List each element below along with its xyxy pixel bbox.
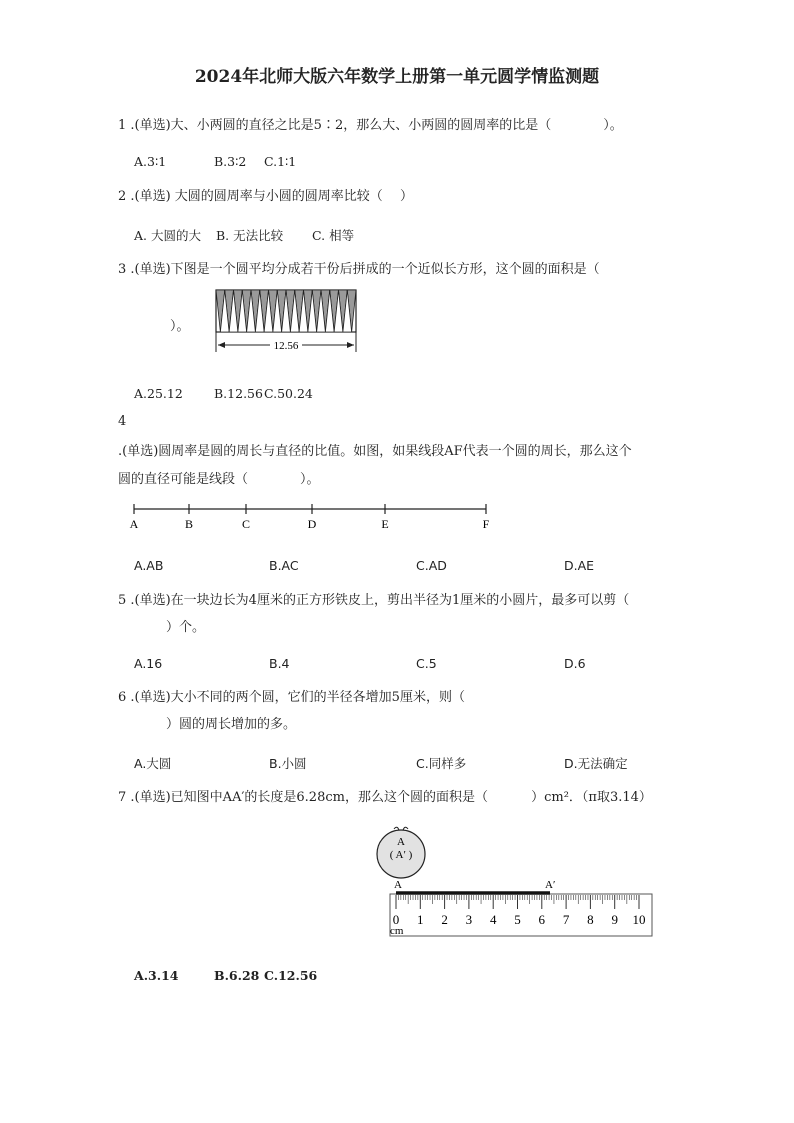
question-6-option-a[interactable]: A.大圆 bbox=[134, 756, 172, 771]
point-label: F bbox=[482, 517, 490, 531]
question-1-option-a[interactable]: A.3∶1 bbox=[134, 154, 167, 169]
question-1-stem: 1 .(单选)大、小两圆的直径之比是5∶2，那么大、小两圆的圆周率的比是（ ）。 bbox=[118, 118, 623, 133]
rectangle-approximation-figure bbox=[210, 284, 362, 356]
question-5-stem-line2: ）个。 bbox=[166, 620, 206, 635]
point-label: A bbox=[129, 517, 139, 531]
question-2-option-c[interactable]: C. 相等 bbox=[312, 228, 355, 243]
ruler-number: 6 bbox=[538, 912, 546, 927]
segment-af-figure bbox=[126, 498, 498, 532]
ruler-number: 5 bbox=[514, 912, 521, 927]
sector-teeth bbox=[216, 290, 356, 332]
ruler-number: 2 bbox=[441, 912, 448, 927]
ruler-start-label: A bbox=[394, 879, 402, 891]
point-label: E bbox=[381, 517, 389, 531]
question-4-number: 4 bbox=[118, 414, 127, 429]
question-6-stem-line1: 6 .(单选)大小不同的两个圆，它们的半径各增加5厘米，则（ bbox=[118, 690, 465, 705]
question-4-stem-line2: 圆的直径可能是线段（ ）。 bbox=[118, 472, 320, 487]
question-3-option-b[interactable]: B.12.56 bbox=[214, 386, 263, 401]
question-3-option-c[interactable]: C.50.24 bbox=[264, 386, 313, 401]
ruler-number: 0 bbox=[392, 912, 400, 927]
question-2-option-b[interactable]: B. 无法比较 bbox=[216, 228, 284, 243]
question-1-option-b[interactable]: B.3∶2 bbox=[214, 154, 247, 169]
ruler-unit-label: cm bbox=[390, 925, 404, 937]
ruler-number: 10 bbox=[632, 912, 646, 927]
ruler-number: 9 bbox=[611, 912, 618, 927]
point-label: D bbox=[307, 517, 317, 531]
question-5-option-b[interactable]: B.4 bbox=[269, 656, 290, 671]
question-7-option-c[interactable]: C.12.56 bbox=[264, 968, 318, 983]
rectangle-length-label: 12.56 bbox=[273, 340, 299, 352]
question-7-stem: 7 .(单选)已知图中AA′的长度是6.28cm，那么这个圆的面积是（ ）cm²．（π取3.14） bbox=[118, 790, 652, 805]
question-4-option-a[interactable]: A.AB bbox=[134, 558, 164, 573]
ruler-number: 3 bbox=[465, 912, 473, 927]
question-6-option-d[interactable]: D.无法确定 bbox=[564, 756, 628, 771]
question-7-option-a[interactable]: A.3.14 bbox=[134, 968, 179, 983]
circle-label-a: A bbox=[397, 836, 405, 848]
question-3-stem-tail: ）。 bbox=[170, 319, 190, 334]
question-4-stem-line1: .(单选)圆周率是圆的周长与直径的比值。如图，如果线段AF代表一个圆的周长，那么这个 bbox=[118, 444, 632, 459]
question-7-option-b[interactable]: B.6.28 bbox=[214, 968, 260, 983]
question-5-stem-line1: 5 .(单选)在一块边长为4厘米的正方形铁皮上，剪出半径为1厘米的小圆片，最多可以剪（ bbox=[118, 593, 630, 608]
ruler-number: 4 bbox=[489, 912, 497, 927]
question-2-stem: 2 .(单选) 大圆的圆周率与小圆的圆周率比较（ ） bbox=[118, 189, 413, 204]
question-1-option-c[interactable]: C.1∶1 bbox=[264, 154, 297, 169]
point-label: C bbox=[241, 517, 251, 531]
question-6-stem-line2: ）圆的周长增加的多。 bbox=[166, 717, 297, 732]
question-5-option-a[interactable]: A.16 bbox=[134, 656, 163, 671]
question-4-option-b[interactable]: B.AC bbox=[269, 558, 299, 573]
ruler-number: 1 bbox=[417, 912, 424, 927]
point-label: B bbox=[184, 517, 194, 531]
page-title: 2024年北师大版六年数学上册第一单元圆学情监测题 bbox=[194, 67, 600, 87]
circle-and-ruler-figure bbox=[372, 824, 658, 938]
question-2-option-a[interactable]: A. 大圆的大 bbox=[134, 228, 201, 243]
ruler-number: 8 bbox=[587, 912, 594, 927]
question-5-option-c[interactable]: C.5 bbox=[416, 656, 437, 671]
circle-label-a-prime: ( A′ ) bbox=[389, 849, 413, 861]
question-3-option-a[interactable]: A.25.12 bbox=[134, 386, 183, 401]
question-6-option-b[interactable]: B.小圆 bbox=[269, 756, 307, 771]
question-3-stem: 3 .(单选)下图是一个圆平均分成若干份后拼成的一个近似长方形，这个圆的面积是（ bbox=[118, 262, 600, 277]
ruler-number: 7 bbox=[562, 912, 570, 927]
question-5-option-d[interactable]: D.6 bbox=[564, 656, 586, 671]
question-4-option-d[interactable]: D.AE bbox=[564, 558, 595, 573]
ruler-end-label: A′ bbox=[545, 879, 556, 891]
question-4-option-c[interactable]: C.AD bbox=[416, 558, 447, 573]
question-6-option-c[interactable]: C.同样多 bbox=[416, 756, 467, 771]
